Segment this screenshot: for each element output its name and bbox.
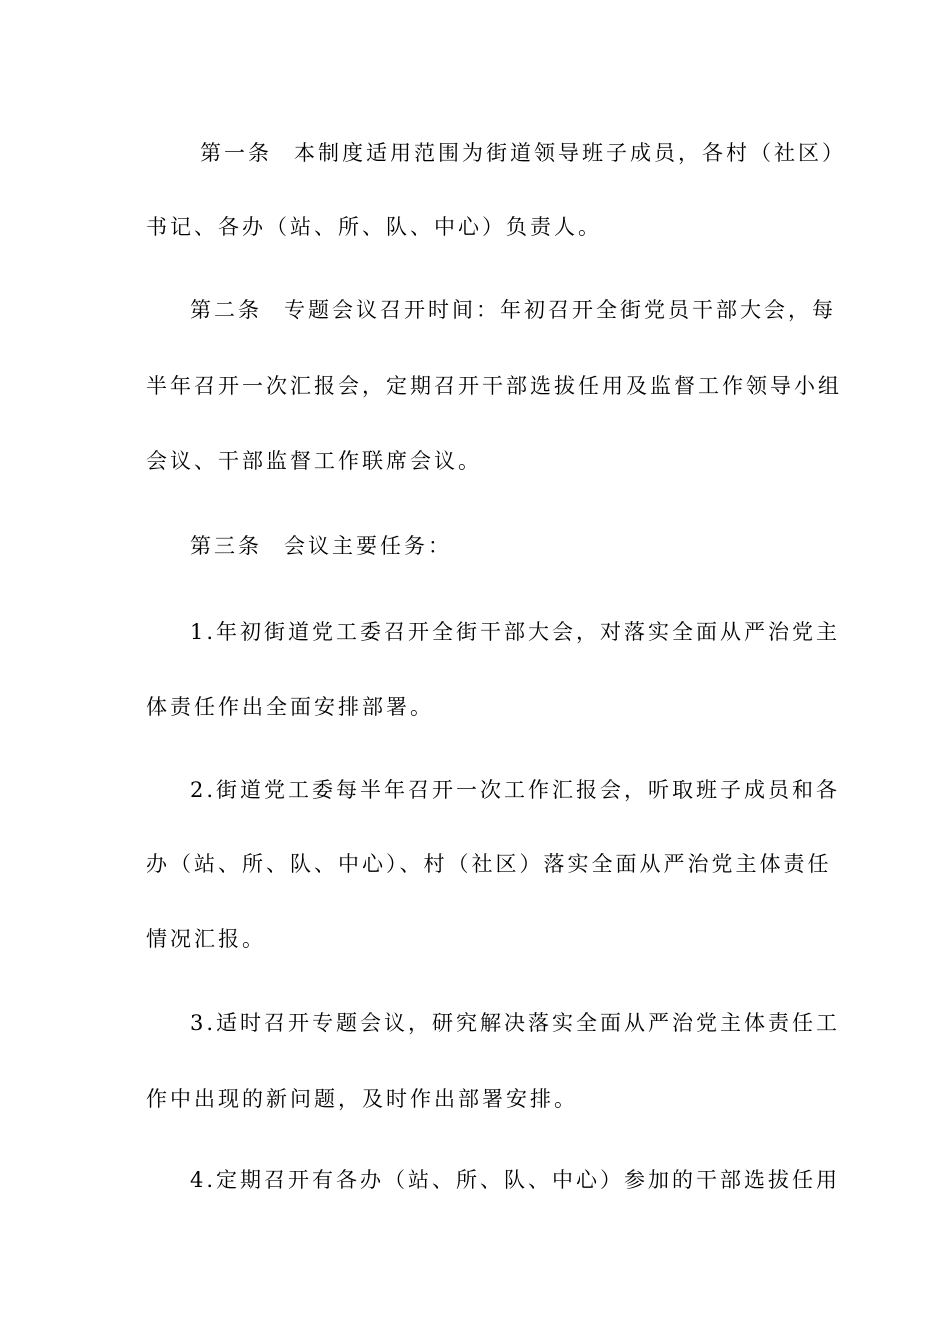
article-1-text-1: 本制度适用范围为街道领导班子成员，各村（社区） bbox=[294, 141, 846, 165]
article-3-line-1 bbox=[190, 526, 806, 566]
item-2-line-2: 办（站、所、队、中心）、村（社区）落实全面从严治党主体责任 bbox=[146, 852, 832, 876]
article-1-line-2: 书记、各办（站、所、队、中心）负责人。 bbox=[146, 215, 602, 239]
article-3-heading: 第三条 bbox=[190, 534, 262, 558]
item-1-line-1: 1.年初街道党工委召开全街干部大会，对落实全面从严治党主 bbox=[190, 620, 841, 644]
item-3-line-2: 作中出现的新问题，及时作出部署安排。 bbox=[146, 1087, 578, 1111]
item-3-line-1: 3.适时召开专题会议，研究解决落实全面从严治党主体责任工 bbox=[190, 1011, 841, 1035]
article-1-heading: 第一条 bbox=[200, 141, 272, 165]
item-1-line-2: 体责任作出全面安排部署。 bbox=[146, 695, 434, 719]
article-2-text-1: 专题会议召开时间：年初召开全街党员干部大会，每 bbox=[284, 298, 836, 322]
article-2-heading: 第二条 bbox=[190, 298, 262, 322]
article-2-line-3: 会议、干部监督工作联席会议。 bbox=[146, 449, 482, 473]
item-4-line-1: 4.定期召开有各办（站、所、队、中心）参加的干部选拔任用 bbox=[190, 1168, 841, 1192]
item-2-line-1: 2.街道党工委每半年召开一次工作汇报会，听取班子成员和各 bbox=[190, 778, 841, 802]
item-2-line-3: 情况汇报。 bbox=[146, 927, 266, 951]
article-3-text-1: 会议主要任务： bbox=[284, 534, 452, 558]
article-2-line-1 bbox=[190, 290, 836, 330]
article-2-line-2: 半年召开一次汇报会，定期召开干部选拔任用及监督工作领导小组 bbox=[146, 374, 842, 398]
article-1-line-1 bbox=[200, 133, 846, 173]
